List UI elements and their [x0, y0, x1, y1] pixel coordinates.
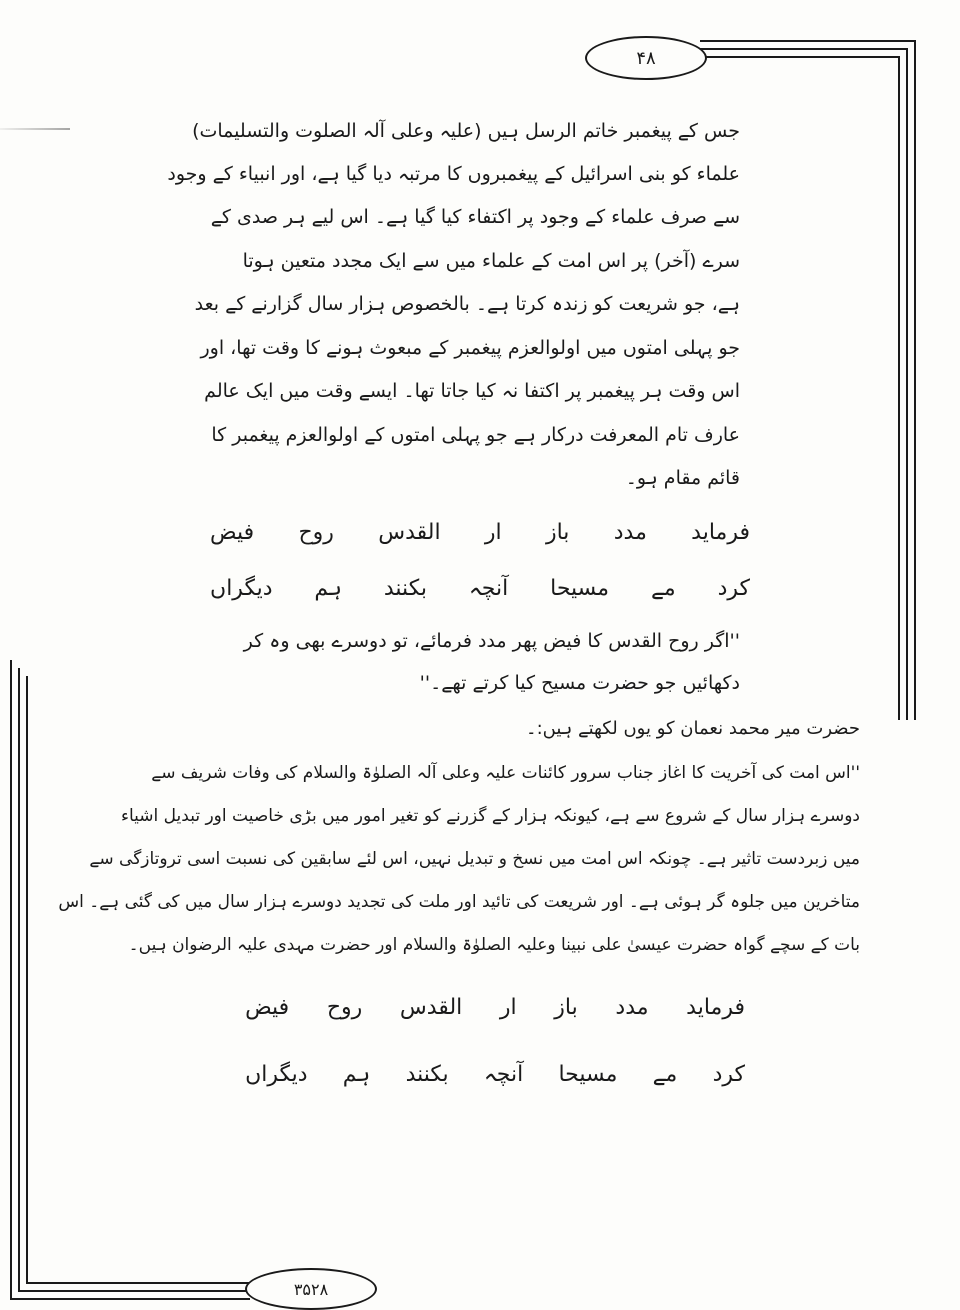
frame-right-line-3 — [898, 56, 900, 720]
verse-one-line-a — [210, 520, 750, 545]
frame-bottom-line-2 — [18, 1290, 250, 1292]
verse-word: کرد — [717, 576, 750, 601]
frame-left-line-2 — [18, 668, 20, 1292]
verse-word: کرد — [712, 1062, 745, 1087]
verse-word: روح — [326, 995, 363, 1020]
paragraph-line: میں زبردست تاثیر ہے۔ چونکہ اس امت میں نسخ و تبدیل نہیں، اس لئے سابقین کی نسبت اسی تروتازگی سے — [89, 849, 860, 869]
verse-two-line-b — [245, 1062, 745, 1087]
paragraph-line: بات کے سچے گواہ حضرت عیسیٰ علی نبینا وعلیہ الصلوٰۃ والسلام اور حضرت مہدی علیہ الرضوان ہیں۔ — [128, 935, 860, 955]
frame-left-line-3 — [26, 676, 28, 1284]
verse-word: مے — [652, 1062, 678, 1087]
verse-word: القدس — [378, 520, 441, 545]
page-number: ۴۸ — [585, 36, 707, 80]
verse-word: باز — [545, 520, 570, 545]
paragraph-line: قائم مقام ہو۔ — [625, 467, 740, 489]
verse-word: مدد — [613, 520, 647, 545]
paragraph-line: جو پہلی امتوں میں اولوالعزم پیغمبر کے مبعوث ہونے کا وقت تھا، اور — [200, 337, 740, 359]
verse-word: مے — [650, 576, 676, 601]
verse-word: ار — [484, 520, 502, 545]
paragraph-line: سے صرف علماء کے وجود پر اکتفاء کیا گیا ہے۔ اس لیے ہر صدی کے — [210, 206, 740, 228]
verse-word: باز — [554, 995, 578, 1020]
paragraph-line: علماء کو بنی اسرائیل کے پیغمبروں کا مرتبہ دیا گیا ہے، اور انبیاء کے وجود — [167, 163, 740, 185]
footer-page-code: ۳۵۲۸ — [245, 1268, 377, 1310]
paragraph-line: سرے (آخر) پر اس امت کے علماء میں سے ایک مجدد متعین ہوتا — [242, 250, 740, 272]
frame-top-line-1 — [700, 40, 915, 42]
verse-word: فرماید — [686, 995, 745, 1020]
verse-word: مدد — [615, 995, 649, 1020]
paragraph-line: ہے، جو شریعت کو زندہ کرتا ہے۔ بالخصوص ہزار سال گزارنے کے بعد — [194, 293, 740, 315]
paragraph-line: متاخرین میں جلوہ گر ہوئی ہے۔ اور شریعت کی تائید اور ملت کی تجدید دوسرے ہزار سال میں کی گئی ہے۔ اس — [58, 892, 860, 912]
frame-right-line-1 — [914, 40, 916, 720]
paragraph-line: دوسرے ہزار سال کے شروع سے ہے، کیونکہ ہزار کے گزرنے کو تغیر امور میں بڑی خاصیت اور تبدیل اشیاء — [120, 806, 860, 826]
verse-two-line-a — [245, 995, 745, 1020]
frame-right-line-2 — [906, 48, 908, 720]
verse-word: القدس — [399, 995, 463, 1020]
paragraph-line: جس کے پیغمبر خاتم الرسل ہیں (علیہ وعلی آلہ الصلوت والتسلیمات) — [192, 120, 740, 142]
verse-word: مسیحا — [550, 576, 610, 601]
frame-bottom-line-3 — [26, 1282, 250, 1284]
quote-intro: حضرت میر محمد نعمان کو یوں لکھتے ہیں:۔ — [526, 718, 860, 739]
verse-word: دیگراں — [245, 1062, 308, 1087]
frame-top-line-2 — [700, 48, 908, 50]
paragraph-line: اس وقت ہر پیغمبر پر اکتفا نہ کیا جاتا تھا۔ ایسے وقت میں ایک عالم — [204, 380, 740, 402]
verse-word: بکنند — [405, 1062, 449, 1087]
verse-word: ار — [499, 995, 517, 1020]
frame-left-line-1 — [10, 660, 12, 1300]
verse-one-line-b — [210, 576, 750, 601]
verse-word: مسیحا — [558, 1062, 618, 1087]
verse-word: فیض — [210, 520, 255, 545]
verse-word: آنچہ — [483, 1062, 524, 1087]
scan-artifact — [0, 128, 70, 130]
verse-word: آنچہ — [468, 576, 509, 601]
verse-word: فیض — [245, 995, 290, 1020]
translation-line: دکھائیں جو حضرت مسیح کیا کرتے تھے۔'' — [419, 672, 740, 694]
frame-bottom-line-1 — [10, 1298, 250, 1300]
translation-line: ''اگر روح القدس کا فیض پھر مدد فرمائے، تو دوسرے بھی وہ کر — [243, 630, 740, 652]
verse-word: فرماید — [691, 520, 750, 545]
verse-word: دیگراں — [210, 576, 273, 601]
paragraph-line: عارف تام المعرفت درکار ہے جو پہلی امتوں کے اولوالعزم پیغمبر کا — [211, 424, 740, 446]
verse-word: بکنند — [383, 576, 427, 601]
verse-word: ہم — [342, 1062, 371, 1087]
paragraph-line: ''اس امت کی آخریت کا اغاز جناب سرور کائنات علیہ وعلی آلہ الصلوٰۃ والسلام کی وفات شریف سے — [151, 763, 860, 783]
frame-top-line-3 — [700, 56, 900, 58]
verse-word: ہم — [314, 576, 342, 601]
verse-word: روح — [298, 520, 334, 545]
